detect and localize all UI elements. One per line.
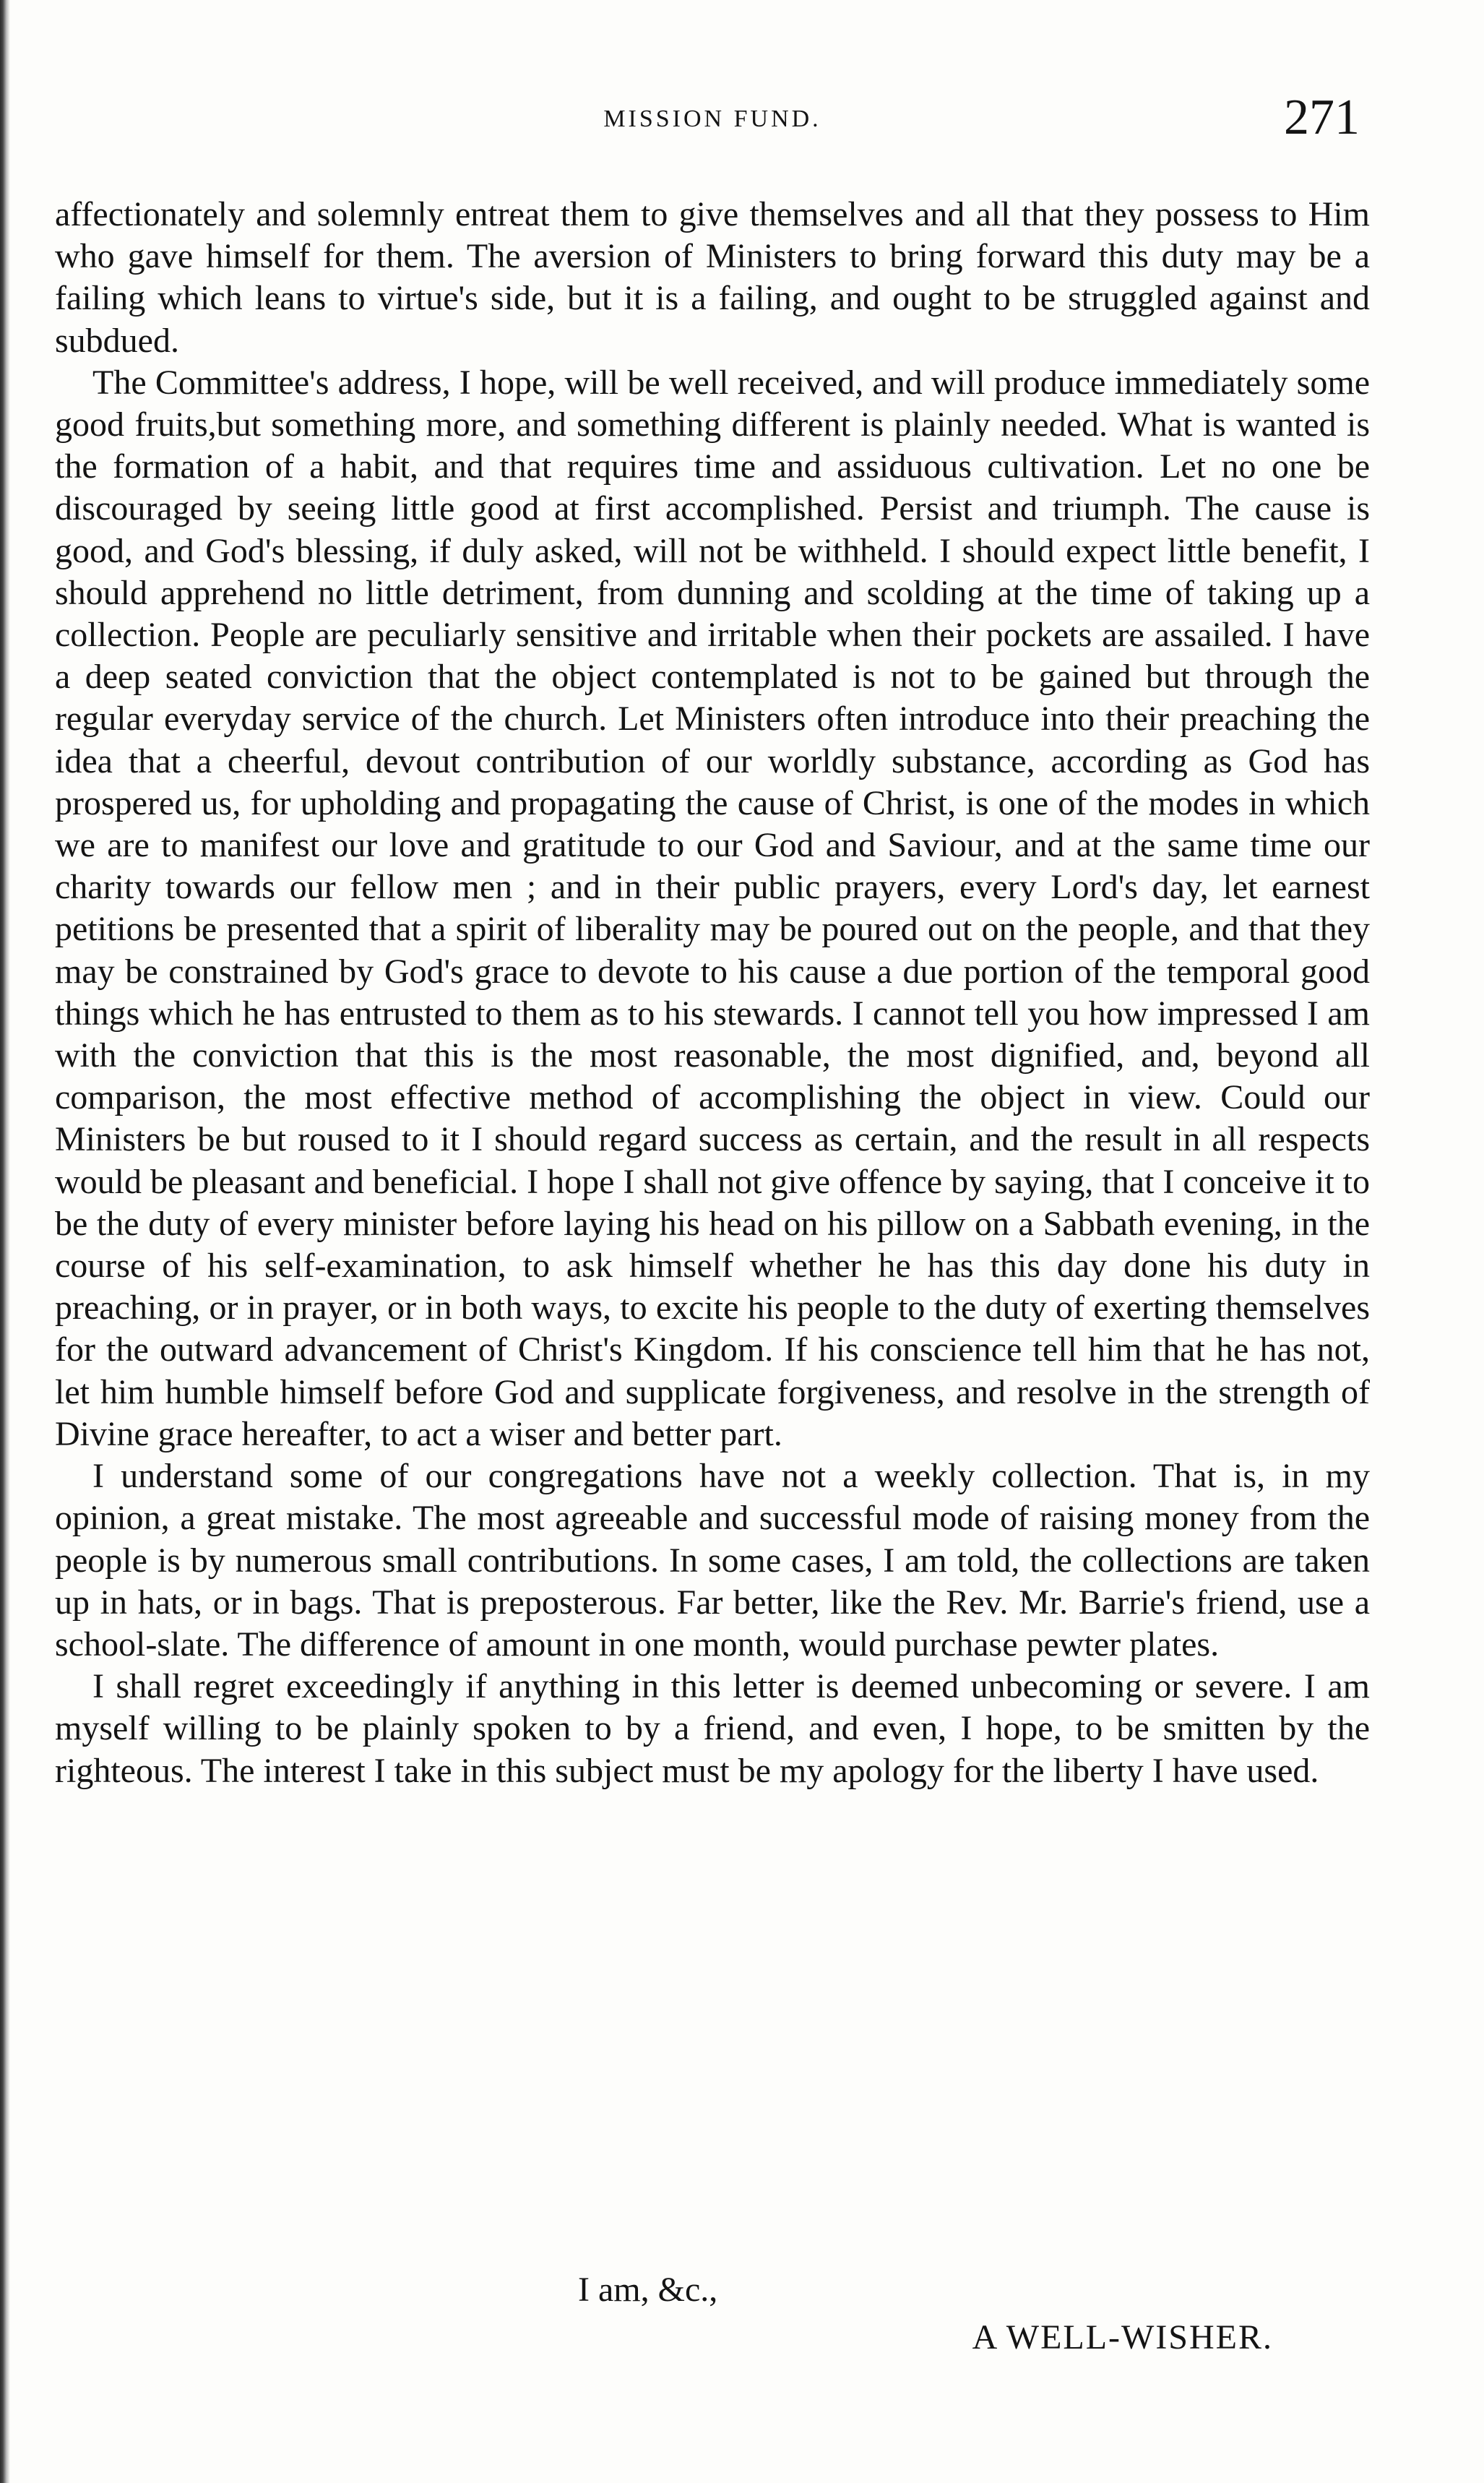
- paragraph-weekly-collection: I understand some of our congregations have not a weekly collection. That is, in my opinion, a great mistake. The most agreeable and successful mode of raising money from the people is by numerous small contributions. In some cases, I am told, the collections are taken up in hats, or in bags. That is preposterous. Far better, like the Rev. Mr. Barrie's friend, use a school-slate. The difference of amount in one month, would purchase pewter plates.: [55, 1457, 1370, 1664]
- page-binding-edge: [0, 0, 10, 2483]
- page-header: [55, 92, 1370, 150]
- letter-closing: I am, &c.,: [578, 2271, 718, 2309]
- paragraph-committee-address: The Committee's address, I hope, will be well received, and will produce immediately some good fruits,but something more, and something different is plainly needed. What is wanted is the formation of a habit, and that requires time and assiduous cultivation. Let no one be discouraged by seeing little good at first accomplished. Persist and triumph. The cause is good, and God's blessing, if duly asked, will not be withheld. I should expect little benefit, I should apprehend no little detriment, from dunning and scolding at the time of taking up a collection. People are peculiarly sensitive and irritable when their pockets are assailed. I have a deep seated conviction that the object contemplated is not to be gained but through the regular everyday service of the church. Let Ministers often introduce into their preaching the idea that a cheerful, devout contribution of our worldly substance, according as God has prospered us, for upholding and propagating the cause of Christ, is one of the modes in which we are to manifest our love and gratitude to our God and Saviour, and at the same time our charity towards our fellow men ; and in their public prayers, every Lord's day, let earnest petitions be presented that a spirit of liberality may be poured out on the people, and that they may be constrained by God's grace to devote to his cause a due portion of the temporal good things which he has entrusted to them as to his stewards. I cannot tell you how impressed I am with the conviction that this is the most reasonable, the most dignified, and, beyond all comparison, the most effective method of accomplishing the object in view. Could our Ministers be but roused to it I should regard success as certain, and the result in all respects would be pleasant and beneficial. I hope I shall not give offence by saying, that I conceive it to be the duty of every minister before laying his head on his pillow on a Sabbath evening, in the course of his self-examination, to ask himself whether he has this day done his duty in preaching, or in prayer, or in both ways, to excite his people to the duty of exerting themselves for the outward advancement of Christ's Kingdom. If his conscience tell him that he has not, let him humble himself before God and supplicate forgiveness, and resolve in the strength of Divine grace hereafter, to act a wiser and better part.: [55, 363, 1370, 1453]
- body-text: [55, 194, 1370, 1792]
- page-number: 271: [1284, 90, 1360, 145]
- running-title: MISSION FUND.: [603, 106, 821, 132]
- letter-signature: A WELL-WISHER.: [972, 2318, 1273, 2357]
- paragraph-continued: affectionately and solemnly entreat them to give themselves and all that they possess to Him who gave himself for them. The aversion of Ministers to bring forward this duty may be a failing which leans to virtue's side, but it is a failing, and ought to be struggled against and subdued.: [55, 195, 1370, 360]
- paragraph-conclusion: I shall regret exceedingly if anything in this letter is deemed unbecoming or severe. I am myself willing to be plainly spoken to by a friend, and even, I hope, to be smitten by the righteous. The interest I take in this subject must be my apology for the liberty I have used.: [55, 1667, 1370, 1790]
